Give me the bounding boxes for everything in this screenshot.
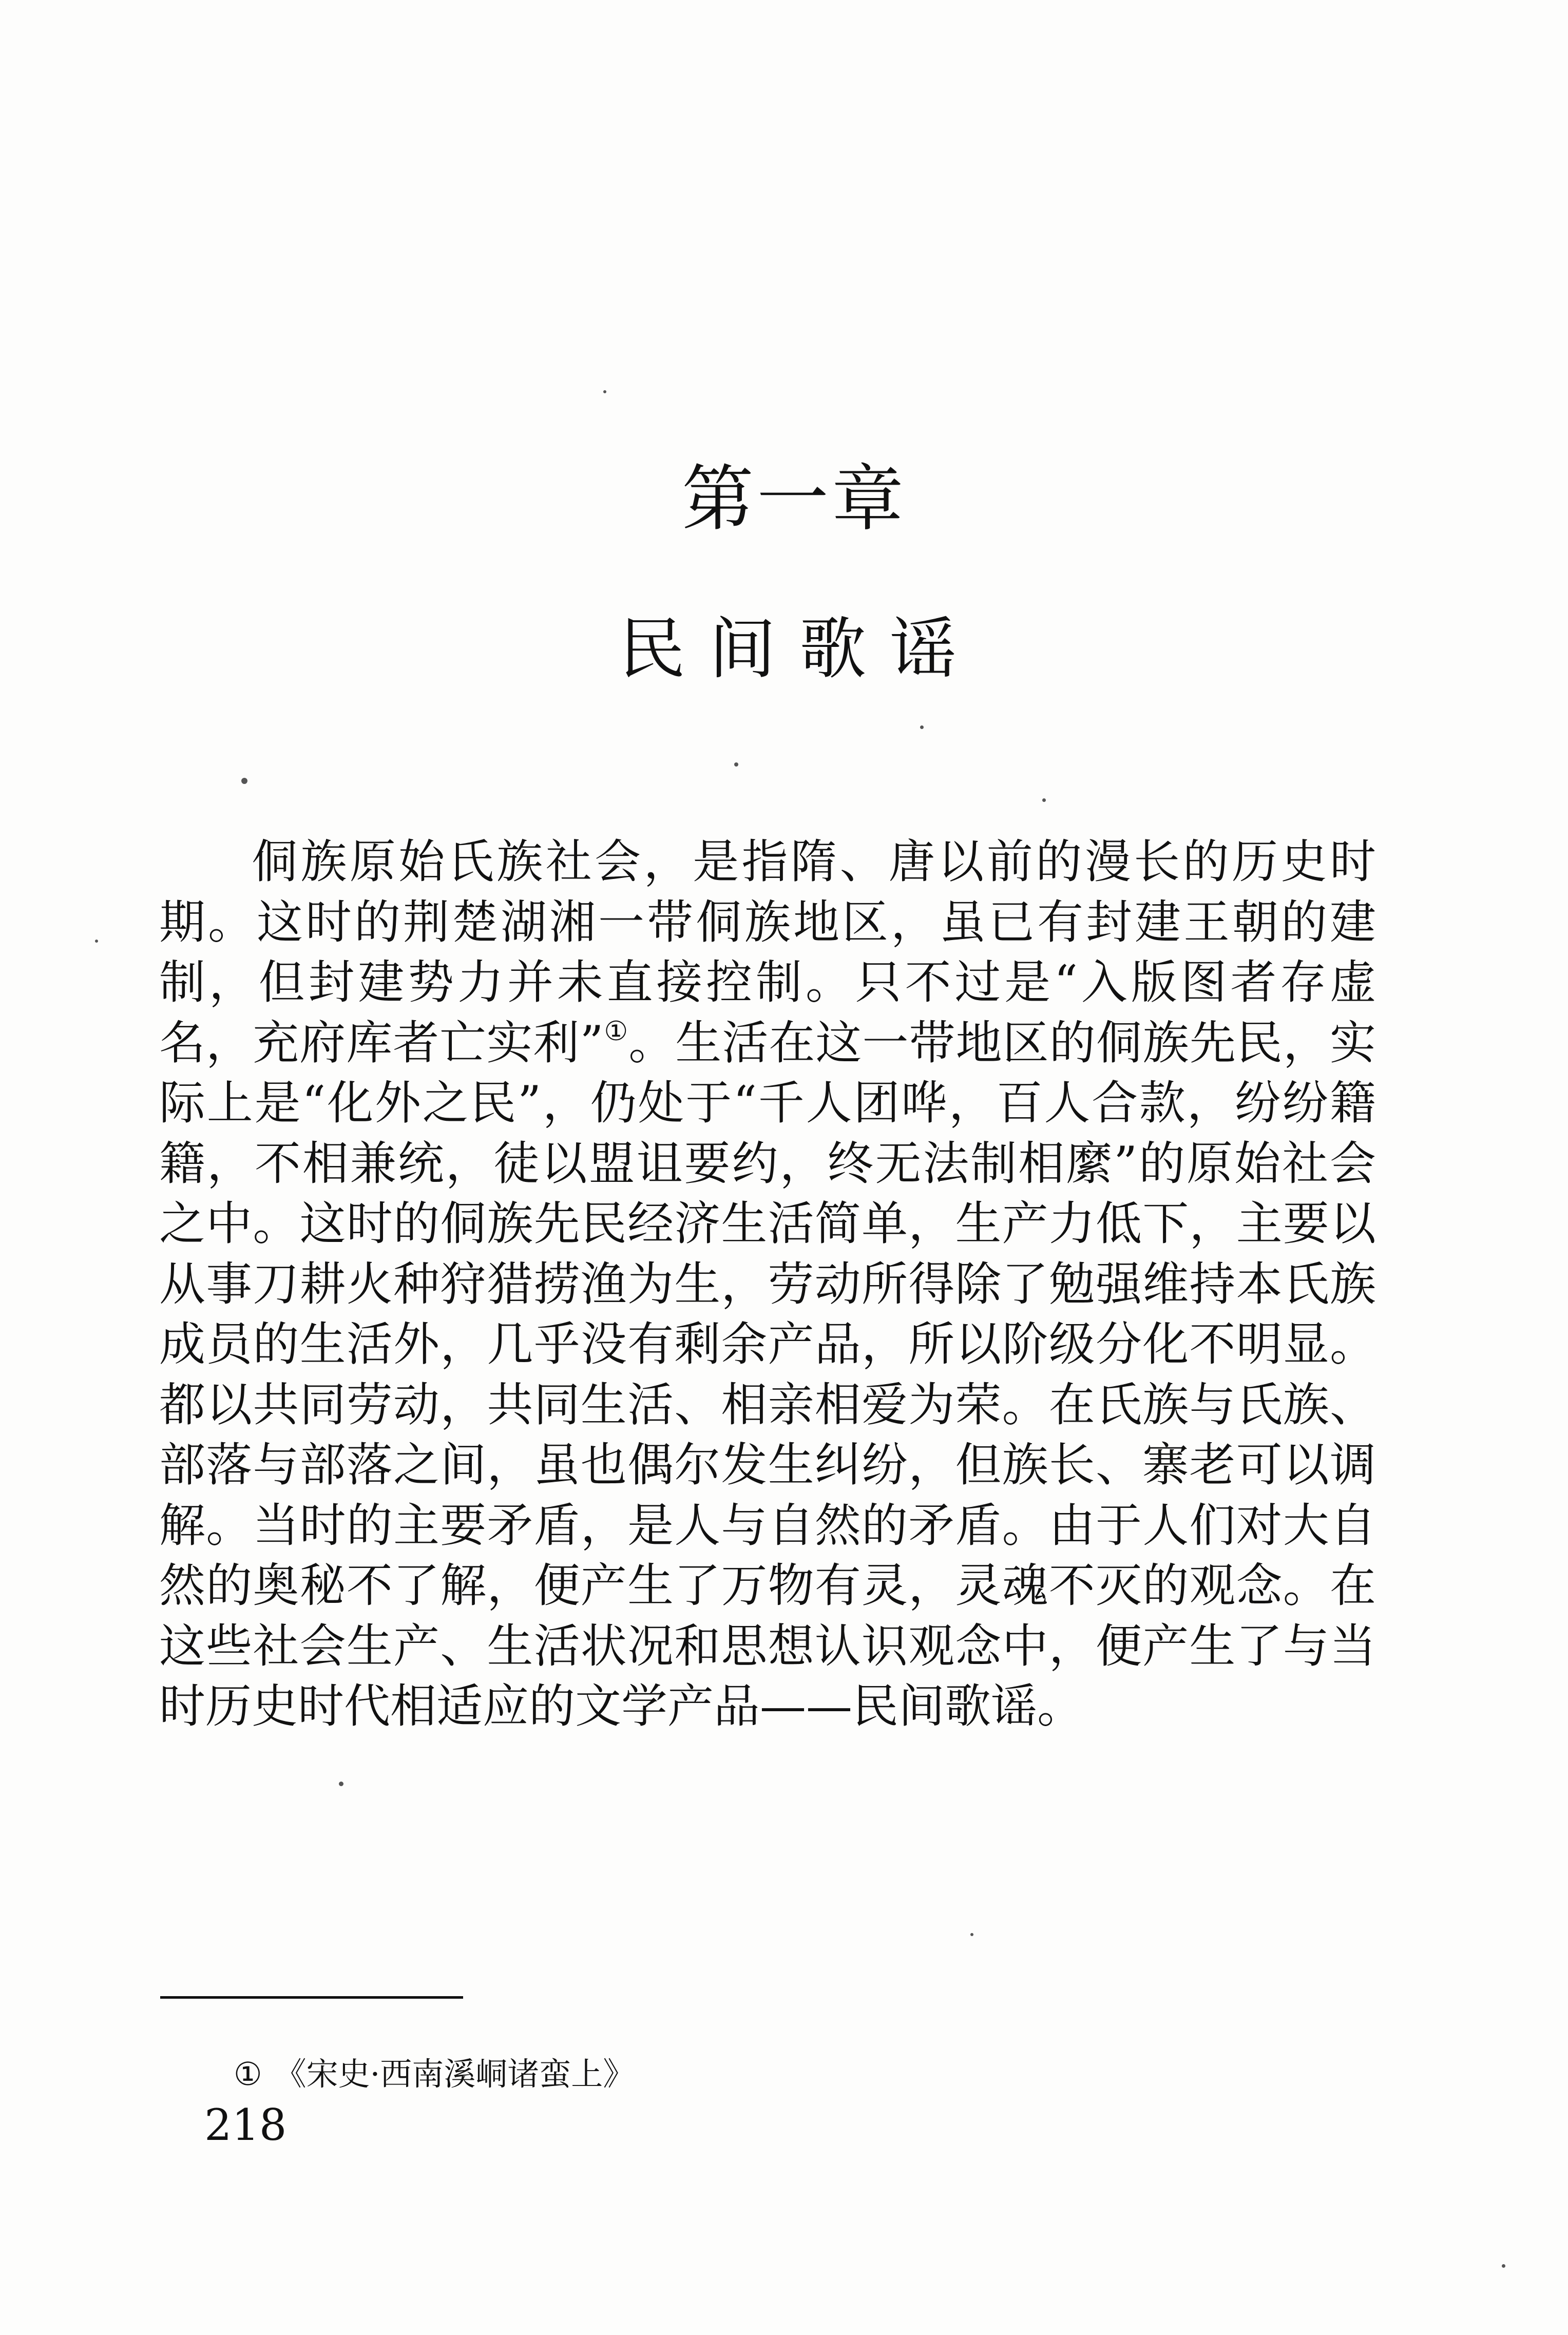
footnote-text: 《宋史·西南溪峒诸蛮上》 xyxy=(274,2055,635,2093)
scan-speck xyxy=(339,1782,343,1786)
body-text-part-1: 侗族原始氏族社会，是指隋、唐以前的漫长的历史时期。这时的荆楚湖湘一带侗族地区，虽已有封建王朝的建制，但封建势力并未直接控制。只不过是“入版图者存虚名，充府库者亡实利” xyxy=(159,835,1376,1070)
footnote-marker: ① xyxy=(234,2055,262,2093)
scan-speck xyxy=(1042,798,1046,802)
scan-speck xyxy=(95,940,98,943)
scan-speck xyxy=(920,725,924,729)
body-paragraph xyxy=(159,832,1376,1737)
scan-speck xyxy=(603,390,606,393)
footnote xyxy=(234,2049,635,2094)
footnote-divider xyxy=(160,1996,463,1999)
scan-speck xyxy=(734,762,738,767)
body-text-part-2: 。生活在这一带地区的侗族先民，实际上是“化外之民”，仍处于“千人团哗，百人合款，纷纷籍籍，不相兼统，徒以盟诅要约，终无法制相縻”的原始社会之中。这时的侗族先民经济生活简单，生产力低下，主要以从事刀耕火种狩猎捞渔为生，劳动所得除了勉强维持本氏族成员的生活外，几乎没有剩余产品，所以阶级分化不明显。都以共同劳动，共同生活、相亲相爱为荣。在氏族与氏族、部落与部落之间，虽也偶尔发生纠纷，但族长、寨老可以调解。当时的主要矛盾，是人与自然的矛盾。由于人们对大自然的奥秘不了解，便产生了万物有灵，灵魂不灭的观念。在这些社会生产、生活状况和思想认识观念中，便产生了与当时历史时代相适应的文学产品——民间歌谣。 xyxy=(159,1016,1376,1733)
scan-speck xyxy=(1502,2264,1505,2268)
footnote-reference: ① xyxy=(603,1016,629,1047)
page-number: 218 xyxy=(204,2100,287,2150)
chapter-title: 民间歌谣 xyxy=(618,610,980,688)
scan-speck xyxy=(241,778,247,784)
chapter-number: 第一章 xyxy=(681,457,907,541)
scan-speck xyxy=(970,1933,973,1936)
